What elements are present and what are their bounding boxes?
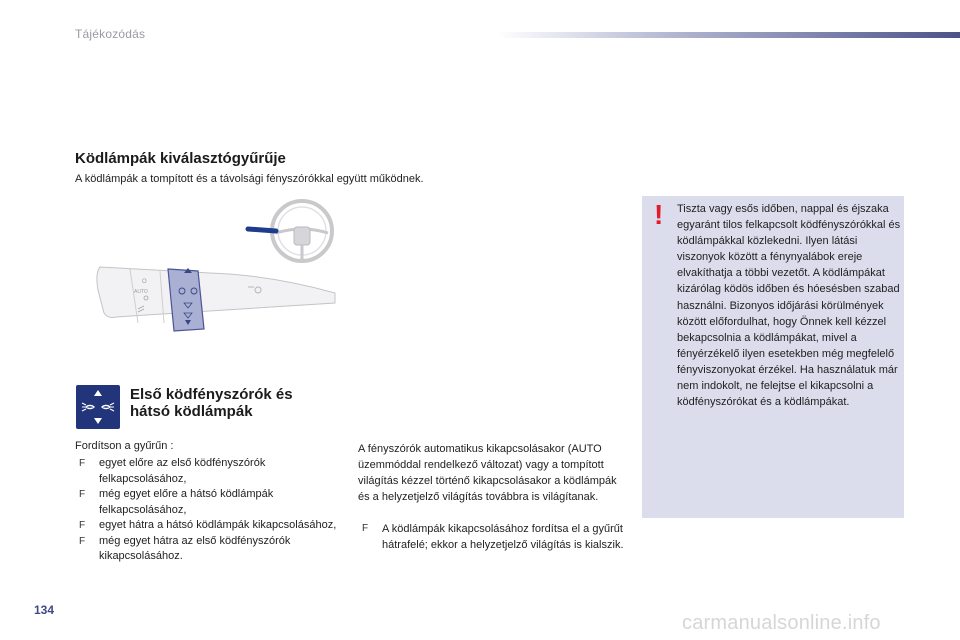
- list-item: F A ködlámpák kikapcsolásához fordítsa el a gyűrűt hátrafelé; ekkor a helyzetjelző világítás is kialszik.: [362, 523, 624, 551]
- warning-exclamation-icon: !: [654, 199, 664, 230]
- warning-box: [642, 196, 904, 518]
- page-number: 134: [34, 603, 55, 617]
- list-item: F még egyet előre a hátsó ködlámpák felkapcsolásához,: [79, 488, 274, 516]
- instruction-list: [75, 456, 345, 565]
- bullet-icon: F: [79, 535, 86, 547]
- switch-stalk-icon: [97, 267, 335, 331]
- instructions-intro: Fordítson a gyűrűn :: [75, 440, 174, 452]
- bullet-icon: F: [362, 523, 369, 534]
- switch-label-auto: AUTO: [134, 289, 148, 295]
- switch-label-off: O: [142, 279, 147, 285]
- section-title: Ködlámpák kiválasztógyűrűje: [75, 150, 286, 167]
- header-section-title: Tájékozódás: [75, 27, 146, 41]
- bullet-icon: F: [79, 520, 86, 531]
- watermark: carmanualsonline.info: [682, 612, 881, 634]
- list-item: F még egyet hátra az első ködfényszórók kikapcsolásához.: [79, 534, 291, 562]
- fog-light-symbol-icon: [76, 385, 120, 429]
- fog-light-switch-illustration: [90, 195, 340, 345]
- auto-mode-paragraph: A fényszórók automatikus kikapcsolásakor (AUTO üzemmóddal rendelkező változat) vagy a tompított világítás kézzel történő kikapcsolásakor a ködlámpák és a helyzetjelző világítás továbbra is világítanak.: [358, 443, 617, 503]
- bullet-icon: F: [79, 458, 86, 469]
- auto-mode-list: [358, 521, 628, 553]
- steering-wheel-icon: [248, 201, 332, 261]
- bullet-icon: F: [79, 489, 86, 500]
- header-decorative-bar: [498, 32, 960, 38]
- list-item: F egyet hátra a hátsó ködlámpák kikapcsolásához,: [75, 518, 345, 534]
- subsection-heading: Első ködfényszórók és hátsó ködlámpák: [130, 386, 293, 420]
- intro-text: A ködlámpák a tompított és a távolsági fényszórókkal együtt működnek.: [75, 173, 424, 185]
- warning-text: Tiszta vagy esős időben, nappal és éjszaka egyaránt tilos felkapcsolt ködfényszórókkal és ködlámpákkal közlekedni. Ilyen látási viszonyok között a fénynyalábok ereje elvakíthatja a többi vezetőt. A ködlámpákat kizárólag ködös időben és hóesésben szabad használni. Bizonyos időjárási körülmények között előfordulhat, hogy Önnek kell kézzel bekapcsolnia a ködlámpákat, mivel a fényérzékelő ilyen esetekben még megfelelő fényviszonyokat érzékel. Ha használatuk már nem indokolt, ne felejtse el kikapcsolni a ködfényszórókat és a ködlámpákat.: [677, 203, 901, 409]
- list-item: F egyet előre az első ködfényszórók felkapcsolásához,: [79, 457, 266, 485]
